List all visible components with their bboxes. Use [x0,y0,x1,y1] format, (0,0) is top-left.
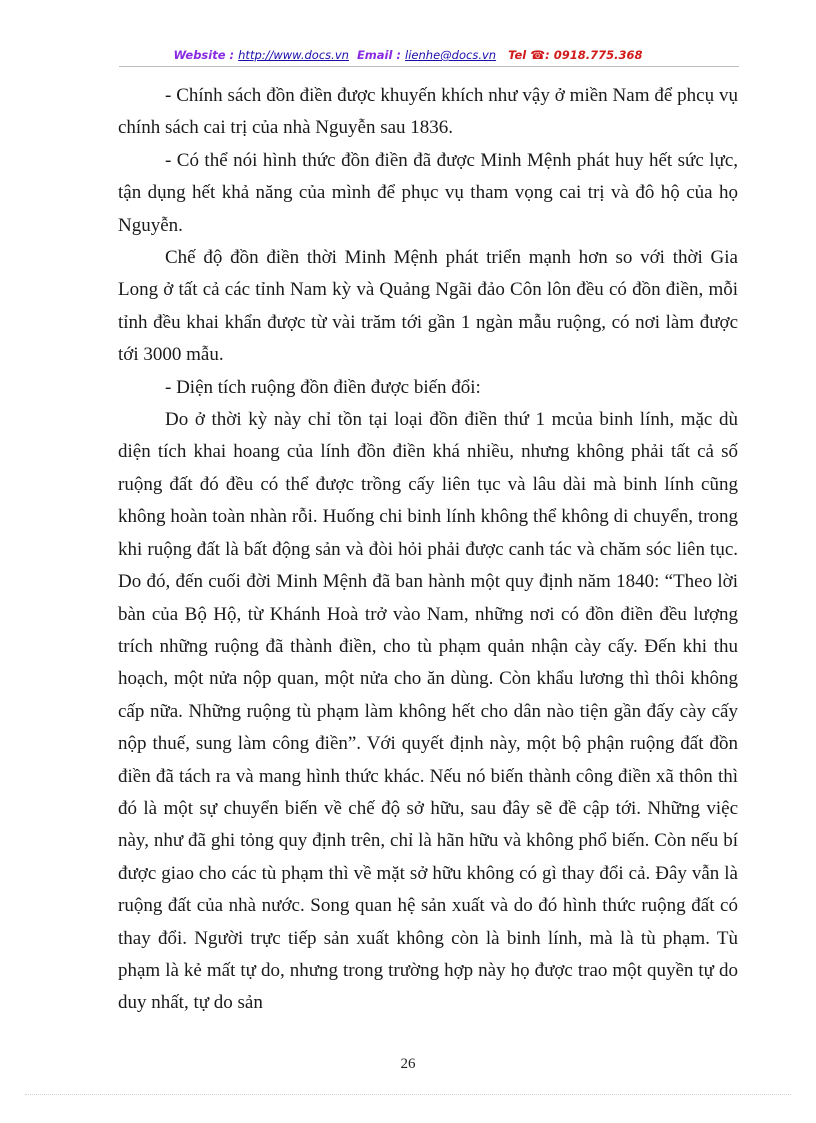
page-header [0,48,816,62]
paragraph: Chế độ đồn điền thời Minh Mệnh phát triển mạnh hơn so với thời Gia Long ở tất cả các tỉnh Nam kỳ và Quảng Ngãi đảo Côn lôn đều có đồn điền, mỗi tỉnh đều khai khẩn được từ vài trăm tới gần 1 ngàn mẫu ruộng, có nơi làm được tới 3000 mẫu. [118,247,738,366]
document-body [118,80,738,1020]
email-label: Email : [356,48,402,62]
paragraph: - Chính sách đồn điền được khuyến khích như vậy ở miền Nam để phcụ vụ chính sách cai trị của nhà Nguyễn sau 1836. [118,85,738,139]
website-label: Website : [173,48,235,62]
website-link[interactable]: http://www.docs.vn [238,48,349,62]
phone-number: : 0918.775.368 [545,48,643,62]
paragraph: - Có thể nói hình thức đồn điền đã được Minh Mệnh phát huy hết sức lực, tận dụng hết khả năng của mình để phục vụ tham vọng cai trị và đô hộ của họ Nguyễn. [118,149,738,236]
page-number: 26 [400,1056,416,1072]
footer-divider [25,1094,791,1095]
header-divider [119,66,739,67]
paragraph: - Diện tích ruộng đồn điền được biến đổi: [165,376,481,398]
email-link[interactable]: lienhe@docs.vn [405,48,497,62]
phone-icon: ☎ [530,48,546,62]
tel-label: Tel [508,48,527,62]
paragraph: Do ở thời kỳ này chỉ tồn tại loại đồn điền thứ 1 mcủa binh lính, mặc dù diện tích khai hoang của lính đồn điền khá nhiều, nhưng không phải tất cả số ruộng đất đó đều có thể được trồng cấy liên tục và lâu dài mà binh lính cũng không hoàn toàn nhàn rỗi. Huống chi binh lính không thể không di chuyển, trong khi ruộng đất là bất động sản và đòi hỏi phải được canh tác và chăm sóc liên tục. Do đó, đến cuối đời Minh Mệnh đã ban hành một quy định năm 1840: “Theo lời bàn của Bộ Hộ, từ Khánh Hoà trở vào Nam, những nơi có đồn điền đều lượng trích những ruộng đã thành điền, cho tù phạm quản nhận cày cấy. Đến khi thu hoạch, một nửa nộp quan, một nửa cho ăn dùng. Còn khẩu lương thì thôi không cấp nữa. Những ruộng tù phạm làm không hết cho dân nào tiện gần đấy cày cấy nộp thuế, sung làm công điền”. Với quyết định này, một bộ phận ruộng đất đồn điền đã tách ra và mang hình thức khác. Nếu nó biến thành công điền xã thôn thì đó là một sự chuyển biến về chế độ sở hữu, sau đây sẽ đề cập tới. Những việc này, như đã ghi tỏng quy định trên, chỉ là hãn hữu và không phổ biến. Còn nếu bí được giao cho các tù phạm thì về mặt sở hữu không có gì thay đổi cả. Đây vẫn là ruộng đất của nhà nước. Song quan hệ sản xuất và do đó hình thức ruộng đất có thay đổi. Người trực tiếp sản xuất không còn là binh lính, mà là tù phạm. Tù phạm là kẻ mất tự do, nhưng trong trường hợp này họ được trao một quyền tự do duy nhất, tự do sản [118,409,738,1014]
